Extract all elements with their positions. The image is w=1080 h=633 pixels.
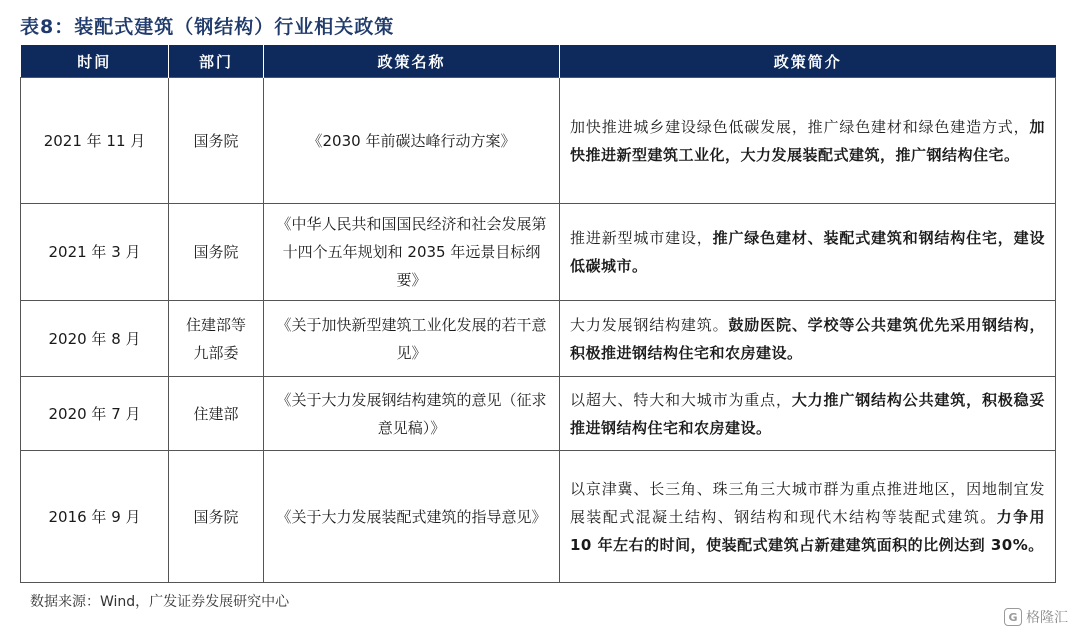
cell-department: 国务院 <box>169 204 264 301</box>
cell-policy-intro <box>560 204 1056 301</box>
cell-department: 国务院 <box>169 78 264 204</box>
intro-highlight: 鼓励医院、学校等公共建筑优先采用钢结构，积极推进钢结构住宅和农房建设。 <box>570 315 1045 362</box>
cell-time: 2021 年 3 月 <box>21 204 169 301</box>
policy-table <box>20 45 1056 583</box>
table-row <box>21 451 1056 583</box>
intro-highlight: 大力推广钢结构公共建筑，积极稳妥推进钢结构住宅和农房建设。 <box>570 390 1045 437</box>
cell-policy-name: 《关于大力发展钢结构建筑的意见（征求意见稿）》 <box>264 377 560 451</box>
table-row <box>21 78 1056 204</box>
header-department: 部门 <box>169 45 264 78</box>
cell-policy-name: 《中华人民共和国国民经济和社会发展第十四个五年规划和 2035 年远景目标纲要》 <box>264 204 560 301</box>
header-policy-intro: 政策简介 <box>560 45 1056 78</box>
cell-department: 国务院 <box>169 451 264 583</box>
watermark-text: 格隆汇 <box>1026 610 1068 626</box>
cell-policy-intro <box>560 377 1056 451</box>
header-policy-name: 政策名称 <box>264 45 560 78</box>
cell-department: 住建部 <box>169 377 264 451</box>
watermark <box>1004 607 1068 627</box>
cell-policy-intro <box>560 451 1056 583</box>
cell-time: 2016 年 9 月 <box>21 451 169 583</box>
intro-text: 以京津冀、长三角、珠三角三大城市群为重点推进地区，因地制宜发展装配式混凝土结构、钢结构和现代木结构等装配式建筑。 <box>570 479 1045 526</box>
intro-highlight: 推广绿色建材、装配式建筑和钢结构住宅，建设低碳城市。 <box>570 229 1045 275</box>
cell-time: 2020 年 8 月 <box>21 301 169 377</box>
header-time: 时间 <box>21 45 169 78</box>
cell-department: 住建部等九部委 <box>169 301 264 377</box>
cell-time: 2020 年 7 月 <box>21 377 169 451</box>
intro-text: 推进新型城市建设， <box>570 229 713 247</box>
cell-policy-intro <box>560 301 1056 377</box>
table-title: 表8：装配式建筑（钢结构）行业相关政策 <box>20 16 395 38</box>
cell-policy-name: 《关于加快新型建筑工业化发展的若干意见》 <box>264 301 560 377</box>
data-source-note: 数据来源：Wind，广发证券发展研究中心 <box>30 594 290 610</box>
table-row <box>21 204 1056 301</box>
intro-highlight: 力争用 10 年左右的时间，使装配式建筑占新建建筑面积的比例达到 30%。 <box>570 507 1045 554</box>
cell-policy-name: 《关于大力发展装配式建筑的指导意见》 <box>264 451 560 583</box>
cell-policy-intro <box>560 78 1056 204</box>
table-header-row <box>21 45 1056 78</box>
table-row <box>21 377 1056 451</box>
intro-text: 大力发展钢结构建筑。 <box>570 315 729 334</box>
cell-time: 2021 年 11 月 <box>21 78 169 204</box>
watermark-logo-icon: G <box>1004 608 1022 626</box>
table-row <box>21 301 1056 377</box>
intro-text: 加快推进城乡建设绿色低碳发展，推广绿色建材和绿色建造方式， <box>570 117 1030 136</box>
intro-text: 以超大、特大和大城市为重点， <box>570 390 792 409</box>
cell-policy-name: 《2030 年前碳达峰行动方案》 <box>264 78 560 204</box>
intro-highlight: 加快推进新型建筑工业化，大力发展装配式建筑，推广钢结构住宅。 <box>570 117 1045 164</box>
